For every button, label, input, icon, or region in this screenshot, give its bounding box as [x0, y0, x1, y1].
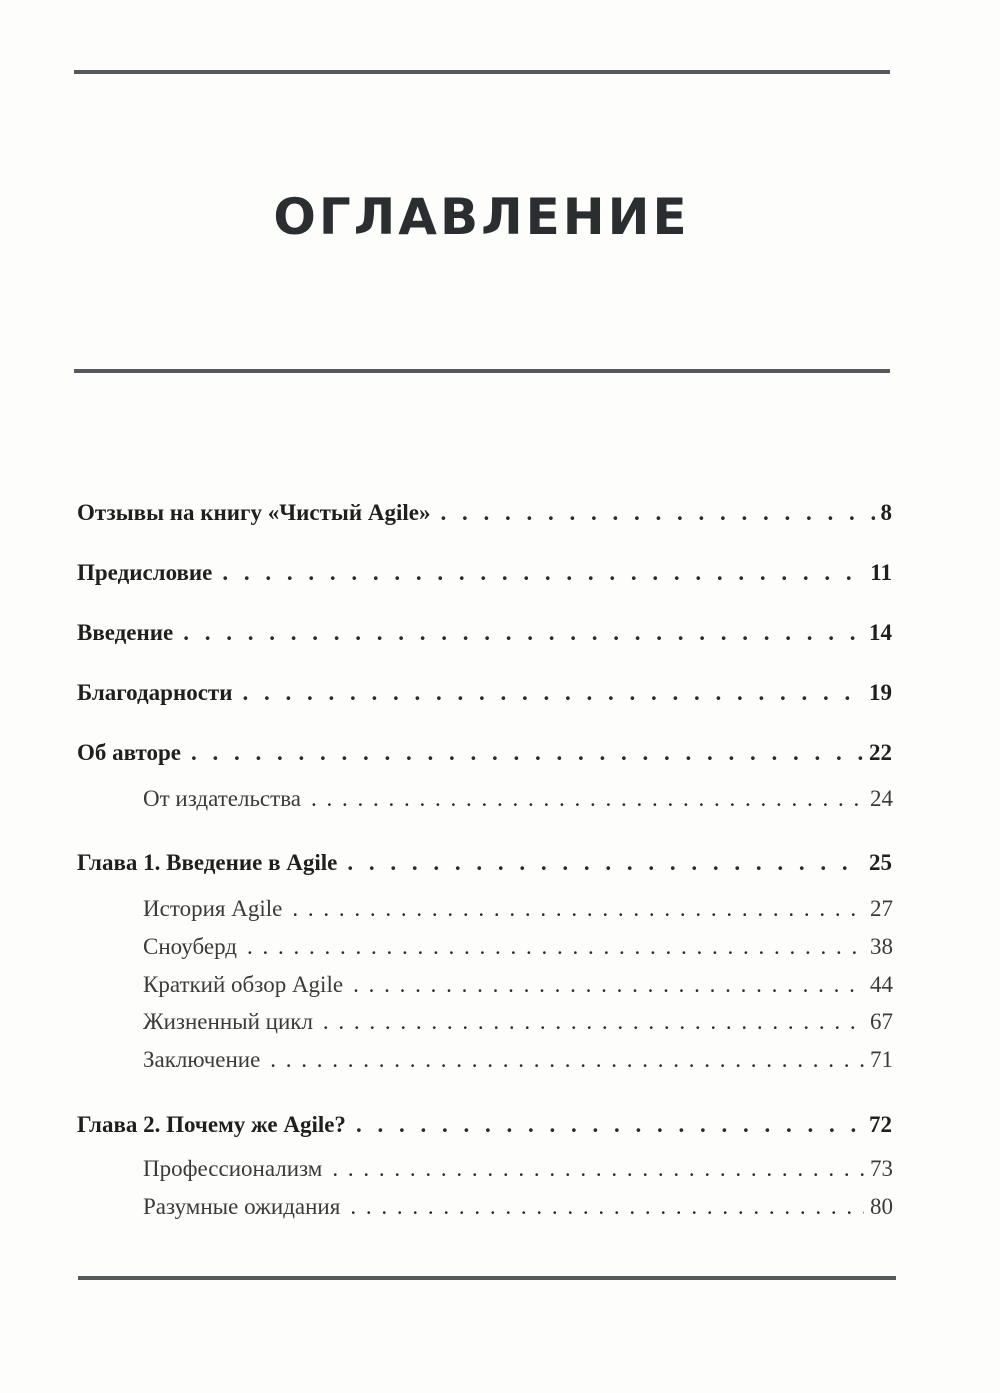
dot-leader — [191, 740, 863, 766]
toc-entry-page: 73 — [870, 1156, 893, 1181]
dot-leader — [356, 1112, 863, 1138]
toc-entry-page: 25 — [869, 850, 892, 875]
toc-entry-page: 14 — [869, 620, 892, 645]
toc-entry-page: 11 — [870, 560, 892, 585]
dot-leader — [350, 1194, 864, 1220]
toc-entry-foreword[interactable] — [77, 560, 892, 586]
toc-entry-label: Благодарности — [77, 680, 233, 705]
toc-entry-about-author[interactable] — [77, 740, 892, 766]
toc-entry-label: От издательства — [143, 786, 301, 811]
toc-entry-page: 72 — [869, 1112, 892, 1137]
toc-entry-professionalism[interactable] — [143, 1156, 893, 1182]
dot-leader — [270, 1047, 864, 1073]
dot-leader — [347, 850, 863, 876]
toc-entry-label: Разумные ожидания — [143, 1194, 341, 1219]
dot-leader — [353, 972, 864, 998]
toc-entry-page: 38 — [870, 934, 893, 959]
toc-entry-label: Введение — [77, 620, 174, 645]
toc-entry-label: Предисловие — [77, 560, 213, 585]
toc-entry-conclusion[interactable] — [143, 1047, 893, 1073]
toc-entry-reviews[interactable] — [77, 500, 892, 526]
toc-entry-page: 44 — [870, 972, 893, 997]
toc-entry-acknowledgements[interactable] — [77, 680, 892, 706]
dot-leader — [440, 500, 874, 526]
dot-leader — [311, 786, 864, 812]
dot-leader — [332, 1156, 864, 1182]
toc-entry-chapter-1[interactable] — [77, 850, 892, 876]
toc-entry-reasonable-expectations[interactable] — [143, 1194, 893, 1220]
dot-leader — [247, 934, 864, 960]
page-title: ОГЛАВЛЕНИЕ — [273, 188, 690, 246]
toc-entry-page: 67 — [870, 1009, 893, 1034]
toc-entry-from-publisher[interactable] — [143, 786, 893, 812]
toc-entry-page: 71 — [870, 1047, 893, 1072]
dot-leader — [183, 620, 863, 646]
toc-entry-label: Об авторе — [77, 740, 181, 765]
toc-entry-snowbird[interactable] — [143, 934, 893, 960]
dot-leader — [222, 560, 864, 586]
dot-leader — [242, 680, 863, 706]
toc-entry-page: 19 — [869, 680, 892, 705]
toc-entry-chapter-2[interactable] — [77, 1112, 892, 1138]
toc-entry-introduction[interactable] — [77, 620, 892, 646]
toc-entry-label: Отзывы на книгу «Чистый Agile» — [77, 500, 431, 525]
dot-leader — [323, 1009, 864, 1035]
toc-entry-life-cycle[interactable] — [143, 1009, 893, 1035]
toc-entry-label: Жизненный цикл — [143, 1009, 313, 1034]
bottom-rule — [78, 1276, 896, 1280]
toc-entry-label: Сноуберд — [143, 934, 237, 959]
toc-entry-label: Профессионализм — [143, 1156, 323, 1181]
toc-entry-page: 8 — [880, 500, 892, 525]
toc-entry-agile-history[interactable] — [143, 896, 893, 922]
toc-entry-label: Краткий обзор Agile — [143, 972, 344, 997]
dot-leader — [292, 896, 864, 922]
toc-entry-label: Глава 2. Почему же Agile? — [77, 1112, 346, 1137]
toc-entry-label: История Agile — [143, 896, 283, 921]
toc-entry-page: 24 — [870, 786, 893, 811]
toc-entry-label: Глава 1. Введение в Agile — [77, 850, 338, 875]
toc-entry-page: 80 — [870, 1194, 893, 1219]
toc-entry-page: 27 — [870, 896, 893, 921]
toc-entry-label: Заключение — [143, 1047, 261, 1072]
toc-entry-agile-overview[interactable] — [143, 972, 893, 998]
toc-entry-page: 22 — [869, 740, 892, 765]
